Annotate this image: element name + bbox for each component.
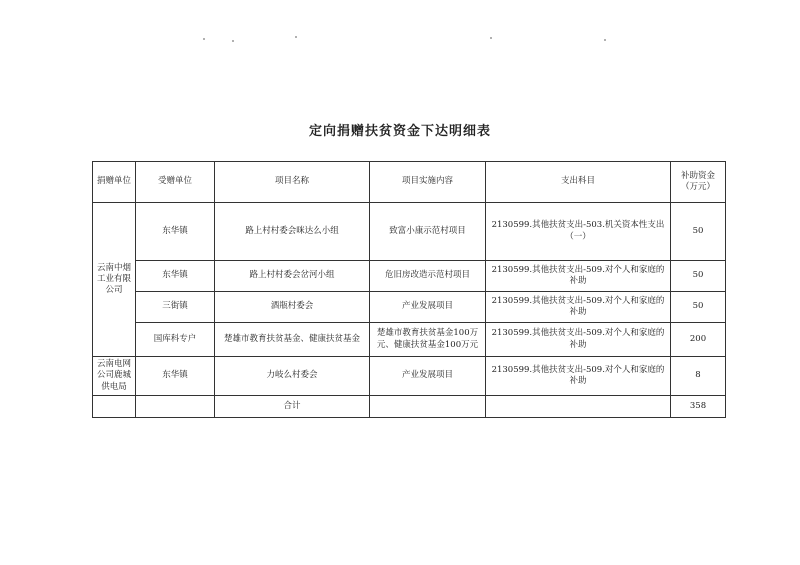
page-title: 定向捐赠扶贫资金下达明细表	[308, 124, 491, 139]
amount-cell: 50	[671, 261, 726, 292]
table-row	[93, 357, 726, 396]
table-row	[93, 203, 726, 261]
total-empty-cell	[370, 396, 486, 418]
table-row	[93, 323, 726, 357]
amount-cell: 50	[671, 203, 726, 261]
total-row	[93, 396, 726, 418]
expense-item-cell: 2130599.其他扶贫支出-509.对个人和家庭的补助	[486, 323, 671, 357]
header-recipient: 受赠单位	[136, 162, 215, 203]
amount-cell: 200	[671, 323, 726, 357]
project-content-cell: 致富小康示范村项目	[370, 203, 486, 261]
expense-item-cell: 2130599.其他扶贫支出-509.对个人和家庭的补助	[486, 357, 671, 396]
amount-cell: 8	[671, 357, 726, 396]
donor-cell: 云南中烟工业有限公司	[93, 203, 136, 357]
recipient-cell: 东华镇	[136, 203, 215, 261]
header-amount: 补助资金（万元）	[671, 162, 726, 203]
allocation-table	[92, 161, 726, 418]
project-name-cell: 路上村村委会咪达么小组	[215, 203, 370, 261]
table-row	[93, 292, 726, 323]
recipient-cell: 三街镇	[136, 292, 215, 323]
project-name-cell: 楚雄市教育扶贫基金、健康扶贫基金	[215, 323, 370, 357]
donor-cell: 云南电网公司鹿城供电局	[93, 357, 136, 396]
total-label: 合计	[215, 396, 370, 418]
project-content-cell: 楚雄市教育扶贫基金100万元、健康扶贫基金100万元	[370, 323, 486, 357]
header-donor: 捐赠单位	[93, 162, 136, 203]
table-row	[93, 261, 726, 292]
amount-cell: 50	[671, 292, 726, 323]
recipient-cell: 国库科专户	[136, 323, 215, 357]
expense-item-cell: 2130599.其他扶贫支出-503.机关资本性支出（一）	[486, 203, 671, 261]
project-name-cell: 酒瓶村委会	[215, 292, 370, 323]
total-empty-cell	[486, 396, 671, 418]
project-name-cell: 力岐么村委会	[215, 357, 370, 396]
recipient-cell: 东华镇	[136, 357, 215, 396]
recipient-cell: 东华镇	[136, 261, 215, 292]
project-content-cell: 产业发展项目	[370, 292, 486, 323]
total-amount: 358	[671, 396, 726, 418]
table-header-row	[93, 162, 726, 203]
expense-item-cell: 2130599.其他扶贫支出-509.对个人和家庭的补助	[486, 292, 671, 323]
expense-item-cell: 2130599.其他扶贫支出-509.对个人和家庭的补助	[486, 261, 671, 292]
header-expense-item: 支出科目	[486, 162, 671, 203]
total-empty-cell	[93, 396, 136, 418]
project-content-cell: 危旧房改造示范村项目	[370, 261, 486, 292]
header-project-content: 项目实施内容	[370, 162, 486, 203]
project-content-cell: 产业发展项目	[370, 357, 486, 396]
total-empty-cell	[136, 396, 215, 418]
header-project-name: 项目名称	[215, 162, 370, 203]
project-name-cell: 路上村村委会岔河小组	[215, 261, 370, 292]
